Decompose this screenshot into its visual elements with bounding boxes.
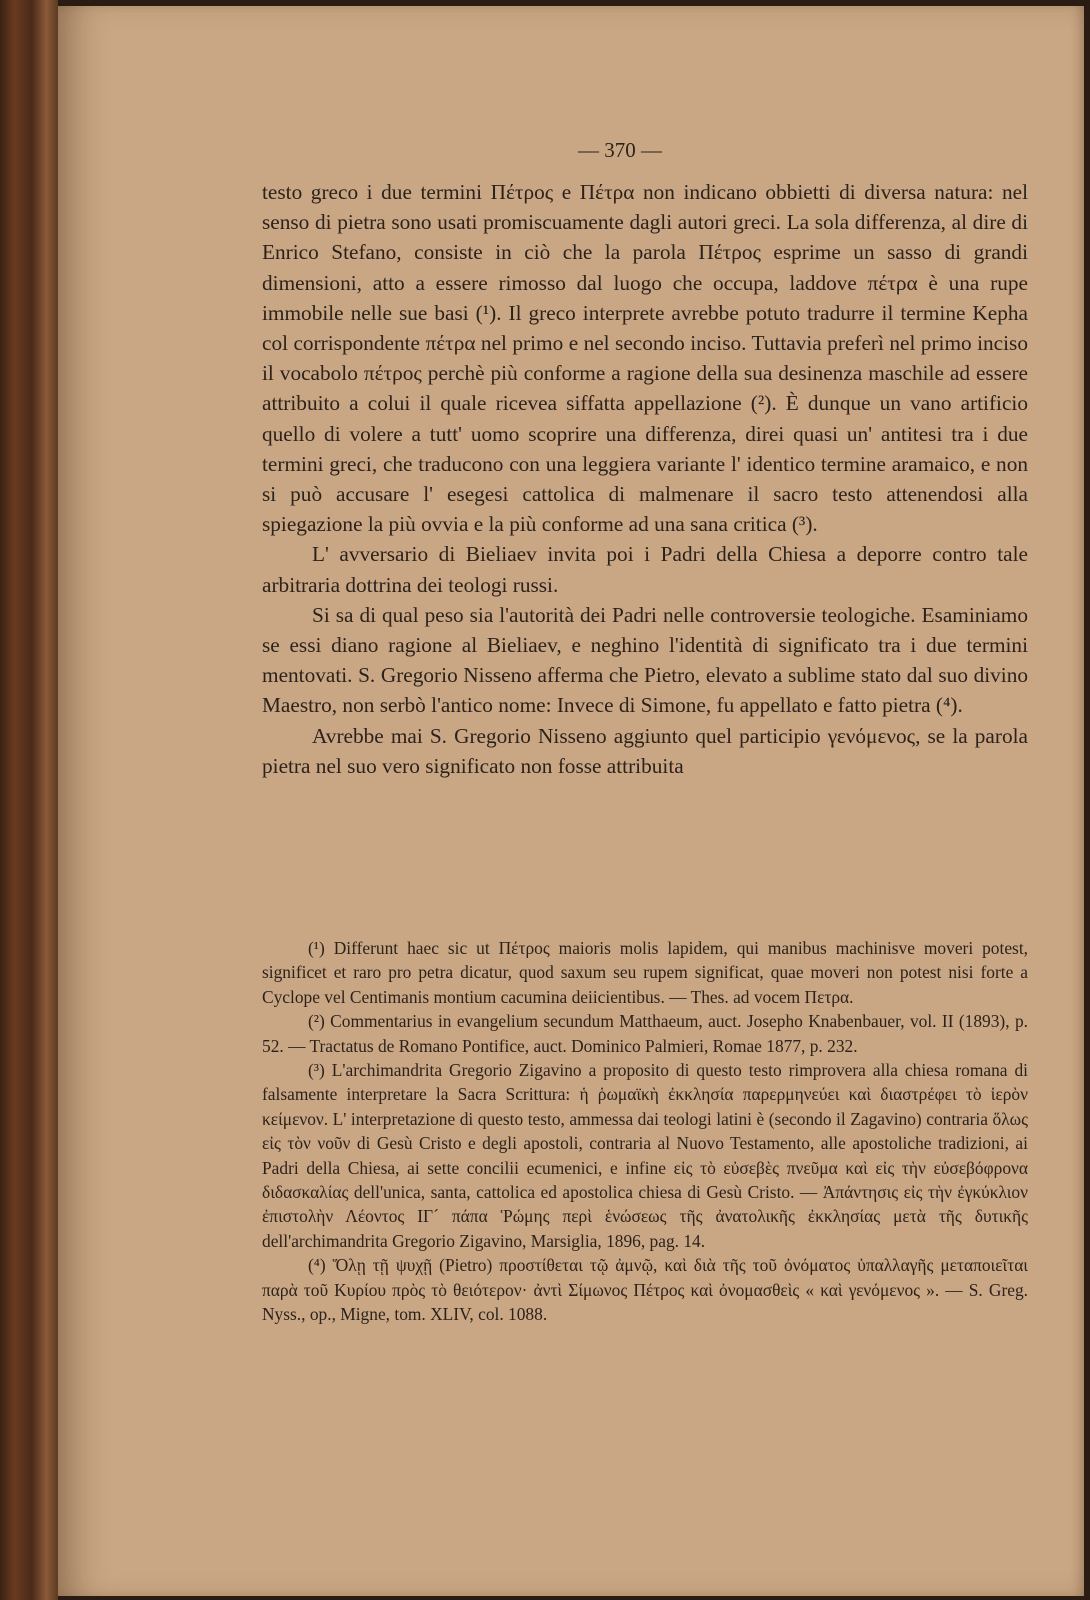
footnotes	[262, 936, 1028, 1327]
footnote-3: (³) L'archimandrita Gregorio Zigavino a proposito di questo testo rimprovera alla chiesa romana di falsamente interpretare la Sacra Scrittura: ἡ ῥωμαϊκὴ ἐκκλησία παρερμηνεύει καὶ διαστρέφει τὸ ἱερὸν κείμενον. L' interpretazione di questo testo, ammessa dai teologi latini è (secondo il Zagavino) contraria ὅλως εἰς τὸν νοῦν di Gesù Cristo e degli apostoli, contraria al Nuovo Testamento, alle apostoliche tradizioni, ai Padri della Chiesa, ai sette concilii ecumenici, e infine εἰς τὸ εὐσεβὲς πνεῦμα καὶ εἰς τὴν εὐσεβόφρονα διδασκαλίας dell'unica, santa, cattolica ed apostolica chiesa di Gesù Cristo. — Ἀπάντησις εἰς τὴν ἐγκύκλιον ἐπιστολὴν Λέοντος ΙΓ´ πάπα Ῥώμης περὶ ἑνώσεως τῆς ἀνατολικῆς ἐκκλησίας μετὰ τῆς δυτικῆς dell'archimandrita Gregorio Zigavino, Marsiglia, 1896, pag. 14.	[262, 1060, 1028, 1251]
book-spine-edge	[0, 0, 58, 1600]
footnote-4: (⁴) Ὅλῃ τῇ ψυχῇ (Pietro) προστίθεται τῷ ἀμνῷ, καὶ διὰ τῆς τοῦ ὀνόματος ὑπαλλαγῆς μεταποιεῖται παρὰ τοῦ Κυρίου πρὸς τὸ θειότερον· ἀντὶ Σίμωνος Πέτρος καὶ ὀνομασθεὶς « καὶ γενόμενος ». — S. Greg. Nyss., op., Migne, tom. XLIV, col. 1088.	[262, 1255, 1028, 1325]
paragraph-1: testo greco i due termini Πέτρος e Πέτρα non indicano obbietti di diversa natura: nel senso di pietra sono usati promiscuamente dagli autori greci. La sola differenza, al dire di Enrico Stefano, consiste in ciò che la parola Πέτρος esprime un sasso di grandi dimensioni, atto a essere rimosso dal luogo che occupa, laddove πέτρα è una rupe immobile nelle sue basi (¹). Il greco interprete avrebbe potuto tradurre il termine Kepha col corrispondente πέτρα nel primo e nel secondo inciso. Tuttavia preferì nel primo inciso il vocabolo πέτρος perchè più conforme a ragione della sua desinenza maschile ad essere attribuito a colui il quale ricevea siffatta appellazione (²). È dunque un vano artificio quello di volere a tutt' uomo scoprire una differenza, direi quasi un' antitesi tra i due termini greci, che traducono con una leggiera variante l' identico termine aramaico, e non si può accusare l' esegesi cattolica di malmenare il sacro testo attenendosi alla spiegazione la più ovvia e la più conforme ad una sana critica (³).	[262, 180, 1028, 537]
book-page	[58, 6, 1084, 1596]
footnote-2: (²) Commentarius in evangelium secundum Matthaeum, auct. Josepho Knabenbauer, vol. II (1893), p. 52. — Tractatus de Romano Pontifice, auct. Dominico Palmieri, Romae 1877, p. 232.	[262, 1011, 1028, 1056]
footnote-1: (¹) Differunt haec sic ut Πέτρος maioris molis lapidem, qui manibus machinisve moveri potest, significet et raro pro petra dicatur, quod saxum seu rupem significat, quae moveri non potest nisi forte a Cyclope vel Centimanis montium cacumina deiicientibus. — Thes. ad vocem Πετρα.	[262, 938, 1028, 1007]
paragraph-3: Si sa di qual peso sia l'autorità dei Padri nelle controversie teologiche. Esaminiamo se essi diano ragione al Bieliaev, e neghino l'identità di significato tra i due termini mentovati. S. Gregorio Nisseno afferma che Pietro, elevato a sublime stato dal suo divino Maestro, non serbò l'antico nome: Invece di Simone, fu appellato e fatto pietra (⁴).	[262, 602, 1028, 718]
page-number: — 370 —	[578, 138, 662, 162]
main-text	[262, 177, 1028, 781]
paragraph-4: Avrebbe mai S. Gregorio Nisseno aggiunto quel participio γενόμενος, se la parola pietra nel suo vero significato non fosse attribuita	[262, 723, 1028, 778]
paragraph-2: L' avversario di Bieliaev invita poi i Padri della Chiesa a deporre contro tale arbitraria dottrina dei teologi russi.	[262, 542, 1028, 597]
